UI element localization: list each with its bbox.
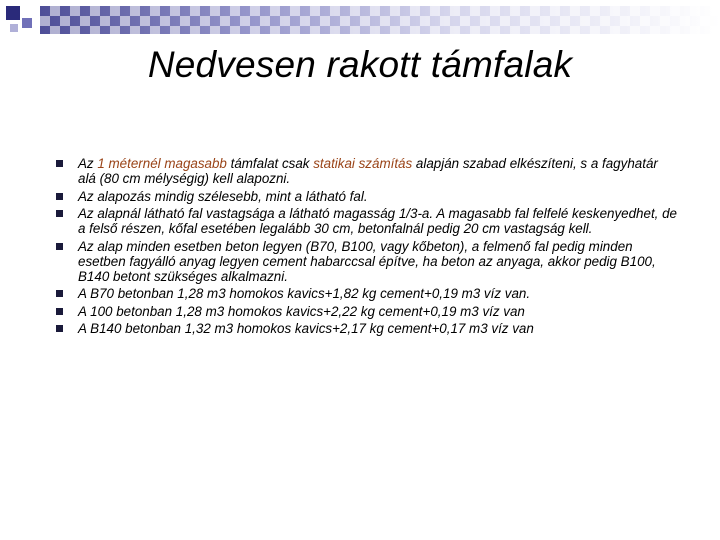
bullet-text: alapján szabad elkészíteni, s a fagyhatár alá (80 cm mélységig) kell alapozni. (78, 156, 658, 187)
bullet-item (58, 239, 678, 285)
bullet-text: Az alap minden esetben beton legyen (B70, B100, vagy kőbeton), a felmenő fal pedig minden esetben fagyálló anyag legyen cement habarccsal építve, ha beton az anyaga, akkor pedig B100, B140 betont szükséges alkalmazni. (78, 238, 656, 284)
highlighted-text: statikai számítás (313, 156, 413, 171)
highlighted-text: 1 méternél magasabb (97, 156, 227, 171)
square-bullet-icon (56, 210, 63, 217)
square-bullet-icon (56, 308, 63, 315)
header-checker-pattern (40, 6, 720, 34)
bullet-item (58, 286, 678, 301)
bullet-item (58, 206, 678, 236)
bullet-item (58, 304, 678, 319)
bullet-text: A 100 betonban 1,28 m3 homokos kavics+2,22 kg cement+0,19 m3 víz van (78, 303, 525, 319)
decorative-square-icon (22, 18, 32, 28)
bullet-item (58, 321, 678, 336)
bullet-text: támfalat csak (226, 156, 314, 171)
decorative-header-bar (0, 0, 720, 44)
bullet-text: A B70 betonban 1,28 m3 homokos kavics+1,82 kg cement+0,19 m3 víz van. (78, 286, 531, 302)
bullet-item (58, 156, 678, 186)
square-bullet-icon (56, 325, 63, 332)
bullet-item (58, 189, 678, 204)
bullet-text: Az alapnál látható fal vastagsága a látható magasság 1/3-a. A magasabb fal felfelé keskenyedhet, de a felső részen, kőfal esetében legalább 30 cm, betonfalnál pedig 20 cm vastagság kell. (78, 205, 678, 237)
decorative-square-icon (6, 6, 20, 20)
bullet-list (58, 156, 678, 339)
square-bullet-icon (56, 290, 63, 297)
bullet-text: A B140 betonban 1,32 m3 homokos kavics+2,17 kg cement+0,17 m3 víz van (78, 321, 534, 337)
bullet-text: Az alapozás mindig szélesebb, mint a látható fal. (78, 188, 368, 204)
decorative-square-icon (10, 24, 18, 32)
square-bullet-icon (56, 160, 63, 167)
slide-title: Nedvesen rakott támfalak (147, 44, 573, 85)
square-bullet-icon (56, 243, 63, 250)
bullet-text: Az (78, 156, 98, 171)
square-bullet-icon (56, 193, 63, 200)
